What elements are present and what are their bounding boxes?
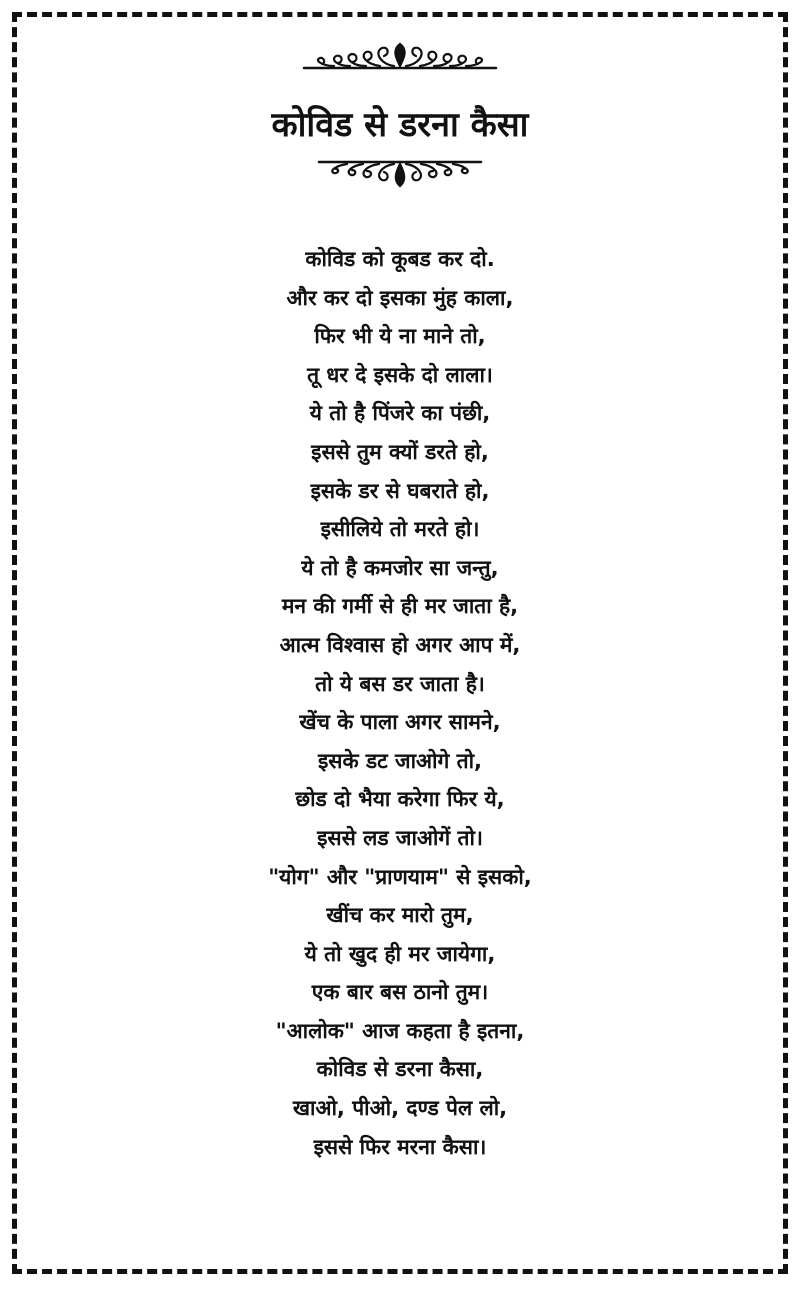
poem-line: तो ये बस डर जाता है। xyxy=(315,671,485,696)
poem-line: खेंच के पाला अगर सामने, xyxy=(299,710,501,735)
poem-line: "आलोक" आज कहता है इतना, xyxy=(275,1018,525,1043)
poem-line: फिर भी ये ना माने तो, xyxy=(314,324,486,349)
poem-line: कोविड से डरना कैसा, xyxy=(316,1057,484,1082)
poem-line: आत्म विश्वास हो अगर आप में, xyxy=(279,632,521,657)
poem-line: इससे तुम क्यों डरते हो, xyxy=(311,439,489,464)
poem-body xyxy=(0,240,800,1166)
poem-line: ये तो है पिंजरे का पंछी, xyxy=(309,401,491,426)
bottom-flourish-ornament-icon xyxy=(315,156,485,192)
poem-line: ये तो है कमजोर सा जन्तु, xyxy=(301,555,499,580)
poem-line: इससे फिर मरना कैसा। xyxy=(313,1134,487,1159)
poem-line: इससे लड जाओगें तो। xyxy=(317,825,483,850)
top-flourish-ornament-icon xyxy=(300,38,500,78)
poem-line: और कर दो इसका मुंह काला, xyxy=(286,285,514,310)
poem-line: ये तो खुद ही मर जायेगा, xyxy=(304,941,496,966)
poem-line: छोड दो भैया करेगा फिर ये, xyxy=(295,787,505,812)
poem-line: खींच कर मारो तुम, xyxy=(326,903,474,928)
poem-line: कोविड को कूबड कर दो. xyxy=(305,247,495,271)
poem-line: एक बार बस ठानो तुम। xyxy=(311,980,489,1005)
poem-line: इसके डट जाओगे तो, xyxy=(317,748,483,773)
poem-line: तू धर दे इसके दो लाला। xyxy=(307,362,493,387)
poem-line: इसीलिये तो मरते हो। xyxy=(320,517,480,542)
poem-line: "योग" और "प्राणयाम" से इसको, xyxy=(268,864,532,889)
poem-line: खाओ, पीओ, दण्ड पेल लो, xyxy=(292,1096,508,1121)
poem-title: कोविड से डरना कैसा xyxy=(271,105,529,145)
poem-line: इसके डर से घबराते हो, xyxy=(310,478,490,503)
poem-line: मन की गर्मी से ही मर जाता है, xyxy=(281,594,519,619)
